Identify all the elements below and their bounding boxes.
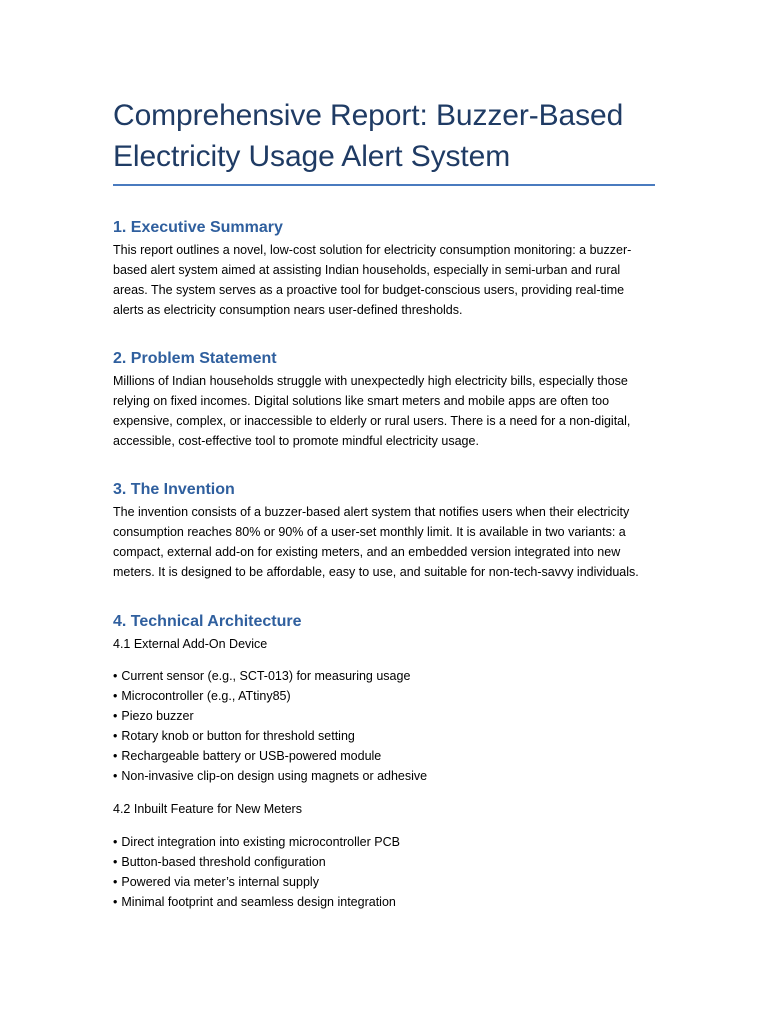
list-item-text: Microcontroller (e.g., ATtiny85) [121,689,291,703]
section-heading-technical-architecture: 4. Technical Architecture [113,613,302,630]
subsection-title-inbuilt-feature: 4.2 Inbuilt Feature for New Meters [113,802,302,816]
bullet-mark: • [113,855,118,869]
subsection-title-external-add-on: 4.1 External Add-On Device [113,637,268,651]
list-item-text: Current sensor (e.g., SCT-013) for measuring usage [121,669,411,683]
the-invention-paragraph: The invention consists of a buzzer-based alert system that notifies users when their electricity consumption reaches 80% or 90% of a user-set monthly limit. It is available in two variants: a compact, external add-on for existing meters, and an embedded version integrated into new meters. It is designed to be affordable, easy to use, and suitable for non-tech-savvy individuals. [113,505,639,579]
problem-statement-paragraph: Millions of Indian households struggle with unexpectedly high electricity bills, especially those relying on fixed incomes. Digital solutions like smart meters and mobile apps are often too expensive, complex, or inaccessible to elderly or rural users. There is a need for a non-digital, accessible, cost-effective tool to promote mindful electricity usage. [113,374,631,448]
list-item [113,872,655,892]
list-item [113,852,655,872]
list-item [113,746,655,766]
document-title: Comprehensive Report: Buzzer-Based Electricity Usage Alert System [113,99,624,173]
list-item-text: Powered via meter’s internal supply [121,875,319,889]
external-add-on-component-list [113,666,655,786]
bullet-mark: • [113,875,118,889]
title-divider [113,184,655,186]
list-item [113,706,655,726]
bullet-mark: • [113,729,118,743]
inbuilt-feature-component-list [113,832,655,912]
list-item-text: Rechargeable battery or USB-powered module [121,749,382,763]
bullet-mark: • [113,689,118,703]
bullet-mark: • [113,749,118,763]
section-heading-problem-statement: 2. Problem Statement [113,350,277,367]
list-item [113,832,655,852]
section-heading-executive-summary: 1. Executive Summary [113,219,283,236]
executive-summary-paragraph: This report outlines a novel, low-cost solution for electricity consumption monitoring: a buzzer-based alert system aimed at assisting Indian households, especially in semi-urban and rural areas. The system serves as a proactive tool for budget-conscious users, providing real-time alerts as electricity consumption nears user-defined thresholds. [113,243,632,317]
bullet-mark: • [113,669,118,683]
list-item [113,892,655,912]
list-item [113,666,655,686]
list-item [113,686,655,706]
bullet-mark: • [113,769,118,783]
list-item-text: Direct integration into existing microcontroller PCB [121,835,400,849]
section-heading-the-invention: 3. The Invention [113,481,235,498]
document-page [113,0,655,912]
list-item-text: Non-invasive clip-on design using magnets or adhesive [121,769,428,783]
list-item-text: Button-based threshold configuration [121,855,326,869]
bullet-mark: • [113,709,118,723]
list-item-text: Minimal footprint and seamless design integration [121,895,396,909]
list-item [113,766,655,786]
list-item-text: Piezo buzzer [121,709,194,723]
bullet-mark: • [113,835,118,849]
bullet-mark: • [113,895,118,909]
list-item-text: Rotary knob or button for threshold setting [121,729,355,743]
list-item [113,726,655,746]
